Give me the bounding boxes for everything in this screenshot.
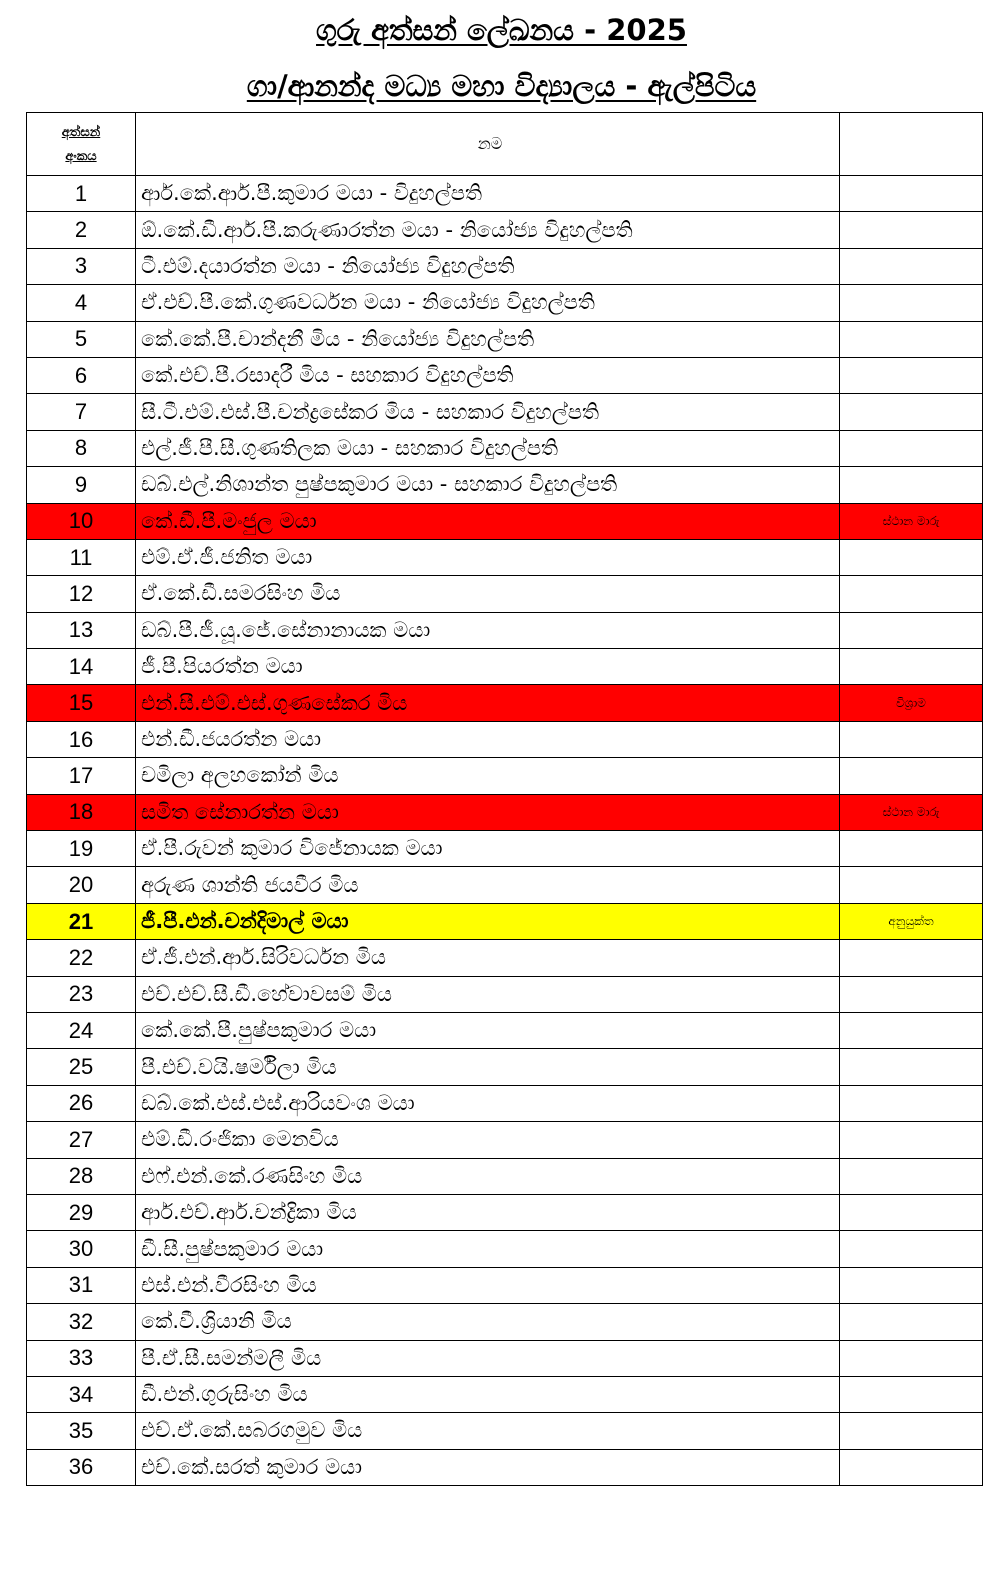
status-note-cell	[840, 539, 983, 575]
table-row	[27, 212, 983, 248]
teacher-name-cell: එච්.ඒ.කේ.සබරගමුව මිය	[136, 1413, 840, 1449]
teacher-name-cell: එච්.කේ.සරත් කුමාර මයා	[136, 1449, 840, 1485]
teacher-name-cell: කේ.ඩී.පී.මංජුල මයා	[136, 503, 840, 539]
table-header-row	[27, 113, 983, 176]
status-note-cell: විශ්‍රාම	[840, 685, 983, 721]
status-note-cell	[840, 1267, 983, 1303]
status-note-cell	[840, 976, 983, 1012]
table-row	[27, 1413, 983, 1449]
row-number-cell: 19	[27, 831, 136, 867]
status-note-cell	[840, 1413, 983, 1449]
row-number-cell: 27	[27, 1122, 136, 1158]
teacher-name-cell: එෆ්.එන්.කේ.රණසිංහ මිය	[136, 1158, 840, 1194]
table-body	[27, 176, 983, 1486]
teacher-name-cell: එම්.ඒ.ජී.ජනිත මයා	[136, 539, 840, 575]
status-note-cell: ස්ථාන මාරු	[840, 794, 983, 830]
status-note-cell	[840, 394, 983, 430]
document-title: ගුරු අත්සන් ලේඛනය - 2025	[316, 13, 687, 47]
teacher-name-cell: ඩබ්.එල්.නිශාන්ත පුෂ්පකුමාර මයා - සහකාර විදුහල්පති	[136, 467, 840, 503]
status-note-cell	[840, 1194, 983, 1230]
row-number-cell: 14	[27, 649, 136, 685]
teacher-name-cell: කේ.එච්.පී.රසාදරී මිය - සහකාර විදුහල්පති	[136, 357, 840, 393]
teacher-name-cell: ඩබ්.කේ.එස්.එස්.ආරියවංශ මයා	[136, 1085, 840, 1121]
row-number-cell: 25	[27, 1049, 136, 1085]
table-row	[27, 430, 983, 466]
status-note-cell	[840, 248, 983, 284]
status-note-cell	[840, 721, 983, 757]
teacher-name-cell: ආර්.එච්.ආර්.චන්ද්‍රිකා මිය	[136, 1194, 840, 1230]
teacher-name-cell: එන්.ඩී.ජයරත්න මයා	[136, 721, 840, 757]
status-note-cell	[840, 1376, 983, 1412]
table-row	[27, 903, 983, 939]
teacher-name-cell: ඕ.කේ.ඩී.ආර්.පී.කරුණාරත්න මයා - නියෝජ්‍ය විදුහල්පති	[136, 212, 840, 248]
status-note-cell	[840, 1012, 983, 1048]
status-note-cell	[840, 867, 983, 903]
status-note-cell	[840, 430, 983, 466]
row-number-cell: 10	[27, 503, 136, 539]
row-number-cell: 12	[27, 576, 136, 612]
row-number-cell: 5	[27, 321, 136, 357]
table-row	[27, 1449, 983, 1485]
table-row	[27, 394, 983, 430]
status-note-cell	[840, 940, 983, 976]
row-number-cell: 36	[27, 1449, 136, 1485]
row-number-cell: 30	[27, 1231, 136, 1267]
row-number-cell: 6	[27, 357, 136, 393]
status-note-cell: ස්ථාන මාරු	[840, 503, 983, 539]
column-header-number-line2: අංකය	[65, 148, 97, 163]
status-note-cell	[840, 467, 983, 503]
teacher-name-cell: පී.එච්.වයි.ෂර්මිලා මිය	[136, 1049, 840, 1085]
table-row	[27, 831, 983, 867]
status-note-cell	[840, 831, 983, 867]
table-row	[27, 1049, 983, 1085]
row-number-cell: 9	[27, 467, 136, 503]
attendance-signature-table	[26, 112, 983, 1486]
teacher-name-cell: ඩී.සී.පුෂ්පකුමාර මයා	[136, 1231, 840, 1267]
row-number-cell: 34	[27, 1376, 136, 1412]
teacher-name-cell: කේ.කේ.පී.චාන්දනී මිය - නියෝජ්‍ය විදුහල්පති	[136, 321, 840, 357]
teacher-name-cell: පී.ඒ.සී.සමන්මලී මිය	[136, 1340, 840, 1376]
row-number-cell: 22	[27, 940, 136, 976]
table-row	[27, 1122, 983, 1158]
table-row	[27, 503, 983, 539]
teacher-name-cell: ඩබ්.පී.ජී.යූ.ජේ.සේනානායක මයා	[136, 612, 840, 648]
teacher-name-cell: ජී.පී.එන්.චන්දිමාල් මයා	[136, 903, 840, 939]
teacher-name-cell: ඒ.ජී.එන්.ආර්.සිරිවර්ධන මිය	[136, 940, 840, 976]
table-row	[27, 248, 983, 284]
teacher-name-cell: සමිත සේනාරත්න මයා	[136, 794, 840, 830]
table-row	[27, 649, 983, 685]
teacher-name-cell: ආර්.කේ.ආර්.පී.කුමාර මයා - විදුහල්පති	[136, 176, 840, 212]
table-row	[27, 794, 983, 830]
table-row	[27, 685, 983, 721]
teacher-name-cell: එම්.ඩී.රංජිකා මෙනවිය	[136, 1122, 840, 1158]
teacher-name-cell: ඒ.පී.රුවන් කුමාර විජේනායක මයා	[136, 831, 840, 867]
row-number-cell: 18	[27, 794, 136, 830]
status-note-cell	[840, 176, 983, 212]
table-row	[27, 1340, 983, 1376]
row-number-cell: 15	[27, 685, 136, 721]
status-note-cell	[840, 612, 983, 648]
status-note-cell	[840, 758, 983, 794]
teacher-name-cell: ජී.පී.පියරත්න මයා	[136, 649, 840, 685]
status-note-cell	[840, 1158, 983, 1194]
teacher-name-cell: ඒ.කේ.ඩී.සමරසිංහ මිය	[136, 576, 840, 612]
status-note-cell	[840, 1449, 983, 1485]
row-number-cell: 20	[27, 867, 136, 903]
status-note-cell	[840, 321, 983, 357]
table-row	[27, 321, 983, 357]
table-row	[27, 1012, 983, 1048]
row-number-cell: 17	[27, 758, 136, 794]
table-row	[27, 1376, 983, 1412]
column-header-note	[840, 113, 983, 176]
teacher-name-cell: අරුණ ශාන්ති ජයවීර මිය	[136, 867, 840, 903]
table-row	[27, 1304, 983, 1340]
status-note-cell	[840, 1049, 983, 1085]
row-number-cell: 28	[27, 1158, 136, 1194]
row-number-cell: 24	[27, 1012, 136, 1048]
row-number-cell: 21	[27, 903, 136, 939]
teacher-name-cell: ඩී.එන්.ගුරුසිංහ මිය	[136, 1376, 840, 1412]
table-row	[27, 867, 983, 903]
row-number-cell: 26	[27, 1085, 136, 1121]
teacher-name-cell: එස්.එන්.වීරසිංහ මිය	[136, 1267, 840, 1303]
row-number-cell: 35	[27, 1413, 136, 1449]
row-number-cell: 8	[27, 430, 136, 466]
row-number-cell: 13	[27, 612, 136, 648]
column-header-number-line1: අත්සන්	[61, 124, 101, 139]
teacher-name-cell: චමිලා අලහකෝන් මිය	[136, 758, 840, 794]
school-name-heading: ගා/ආනන්ද මධ්‍ය මහා විද්‍යාලය - ඇල්පිටිය	[246, 69, 757, 103]
teacher-name-cell: කේ.වී.ශ්‍රියානි මිය	[136, 1304, 840, 1340]
status-note-cell	[840, 1231, 983, 1267]
row-number-cell: 7	[27, 394, 136, 430]
table-row	[27, 1158, 983, 1194]
row-number-cell: 1	[27, 176, 136, 212]
table-row	[27, 1085, 983, 1121]
table-row	[27, 285, 983, 321]
table-row	[27, 357, 983, 393]
table-row	[27, 176, 983, 212]
row-number-cell: 3	[27, 248, 136, 284]
row-number-cell: 11	[27, 539, 136, 575]
table-row	[27, 1267, 983, 1303]
teacher-name-cell: සී.ටී.එම්.එස්.පී.චන්ද්‍රසේකර මිය - සහකාර විදුහල්පති	[136, 394, 840, 430]
status-note-cell	[840, 1340, 983, 1376]
status-note-cell	[840, 1304, 983, 1340]
column-header-name: නම	[136, 113, 840, 176]
teacher-name-cell: එච්.එච්.සී.ඩී.හේවාවසම් මිය	[136, 976, 840, 1012]
status-note-cell	[840, 1085, 983, 1121]
column-header-signature-number	[27, 113, 136, 176]
table-row	[27, 576, 983, 612]
row-number-cell: 2	[27, 212, 136, 248]
status-note-cell: අනුයුක්ත	[840, 903, 983, 939]
table-row	[27, 721, 983, 757]
table-row	[27, 612, 983, 648]
table-row	[27, 539, 983, 575]
status-note-cell	[840, 285, 983, 321]
row-number-cell: 16	[27, 721, 136, 757]
teacher-name-cell: ටී.එම්.දයාරත්න මයා - නියෝජ්‍ය විදුහල්පති	[136, 248, 840, 284]
status-note-cell	[840, 357, 983, 393]
row-number-cell: 33	[27, 1340, 136, 1376]
status-note-cell	[840, 1122, 983, 1158]
status-note-cell	[840, 649, 983, 685]
table-row	[27, 940, 983, 976]
status-note-cell	[840, 576, 983, 612]
teacher-name-cell: එන්.සී.එම්.එස්.ගුණසේකර මිය	[136, 685, 840, 721]
table-row	[27, 758, 983, 794]
row-number-cell: 4	[27, 285, 136, 321]
row-number-cell: 29	[27, 1194, 136, 1230]
status-note-cell	[840, 212, 983, 248]
table-row	[27, 976, 983, 1012]
teacher-name-cell: කේ.කේ.පී.පුෂ්පකුමාර මයා	[136, 1012, 840, 1048]
teacher-name-cell: එල්.ජී.පී.සී.ගුණතිලක මයා - සහකාර විදුහල්පති	[136, 430, 840, 466]
row-number-cell: 32	[27, 1304, 136, 1340]
row-number-cell: 31	[27, 1267, 136, 1303]
table-row	[27, 1194, 983, 1230]
table-row	[27, 467, 983, 503]
row-number-cell: 23	[27, 976, 136, 1012]
table-row	[27, 1231, 983, 1267]
teacher-name-cell: ඒ.එච්.පී.කේ.ගුණවර්ධන මයා - නියෝජ්‍ය විදුහල්පති	[136, 285, 840, 321]
